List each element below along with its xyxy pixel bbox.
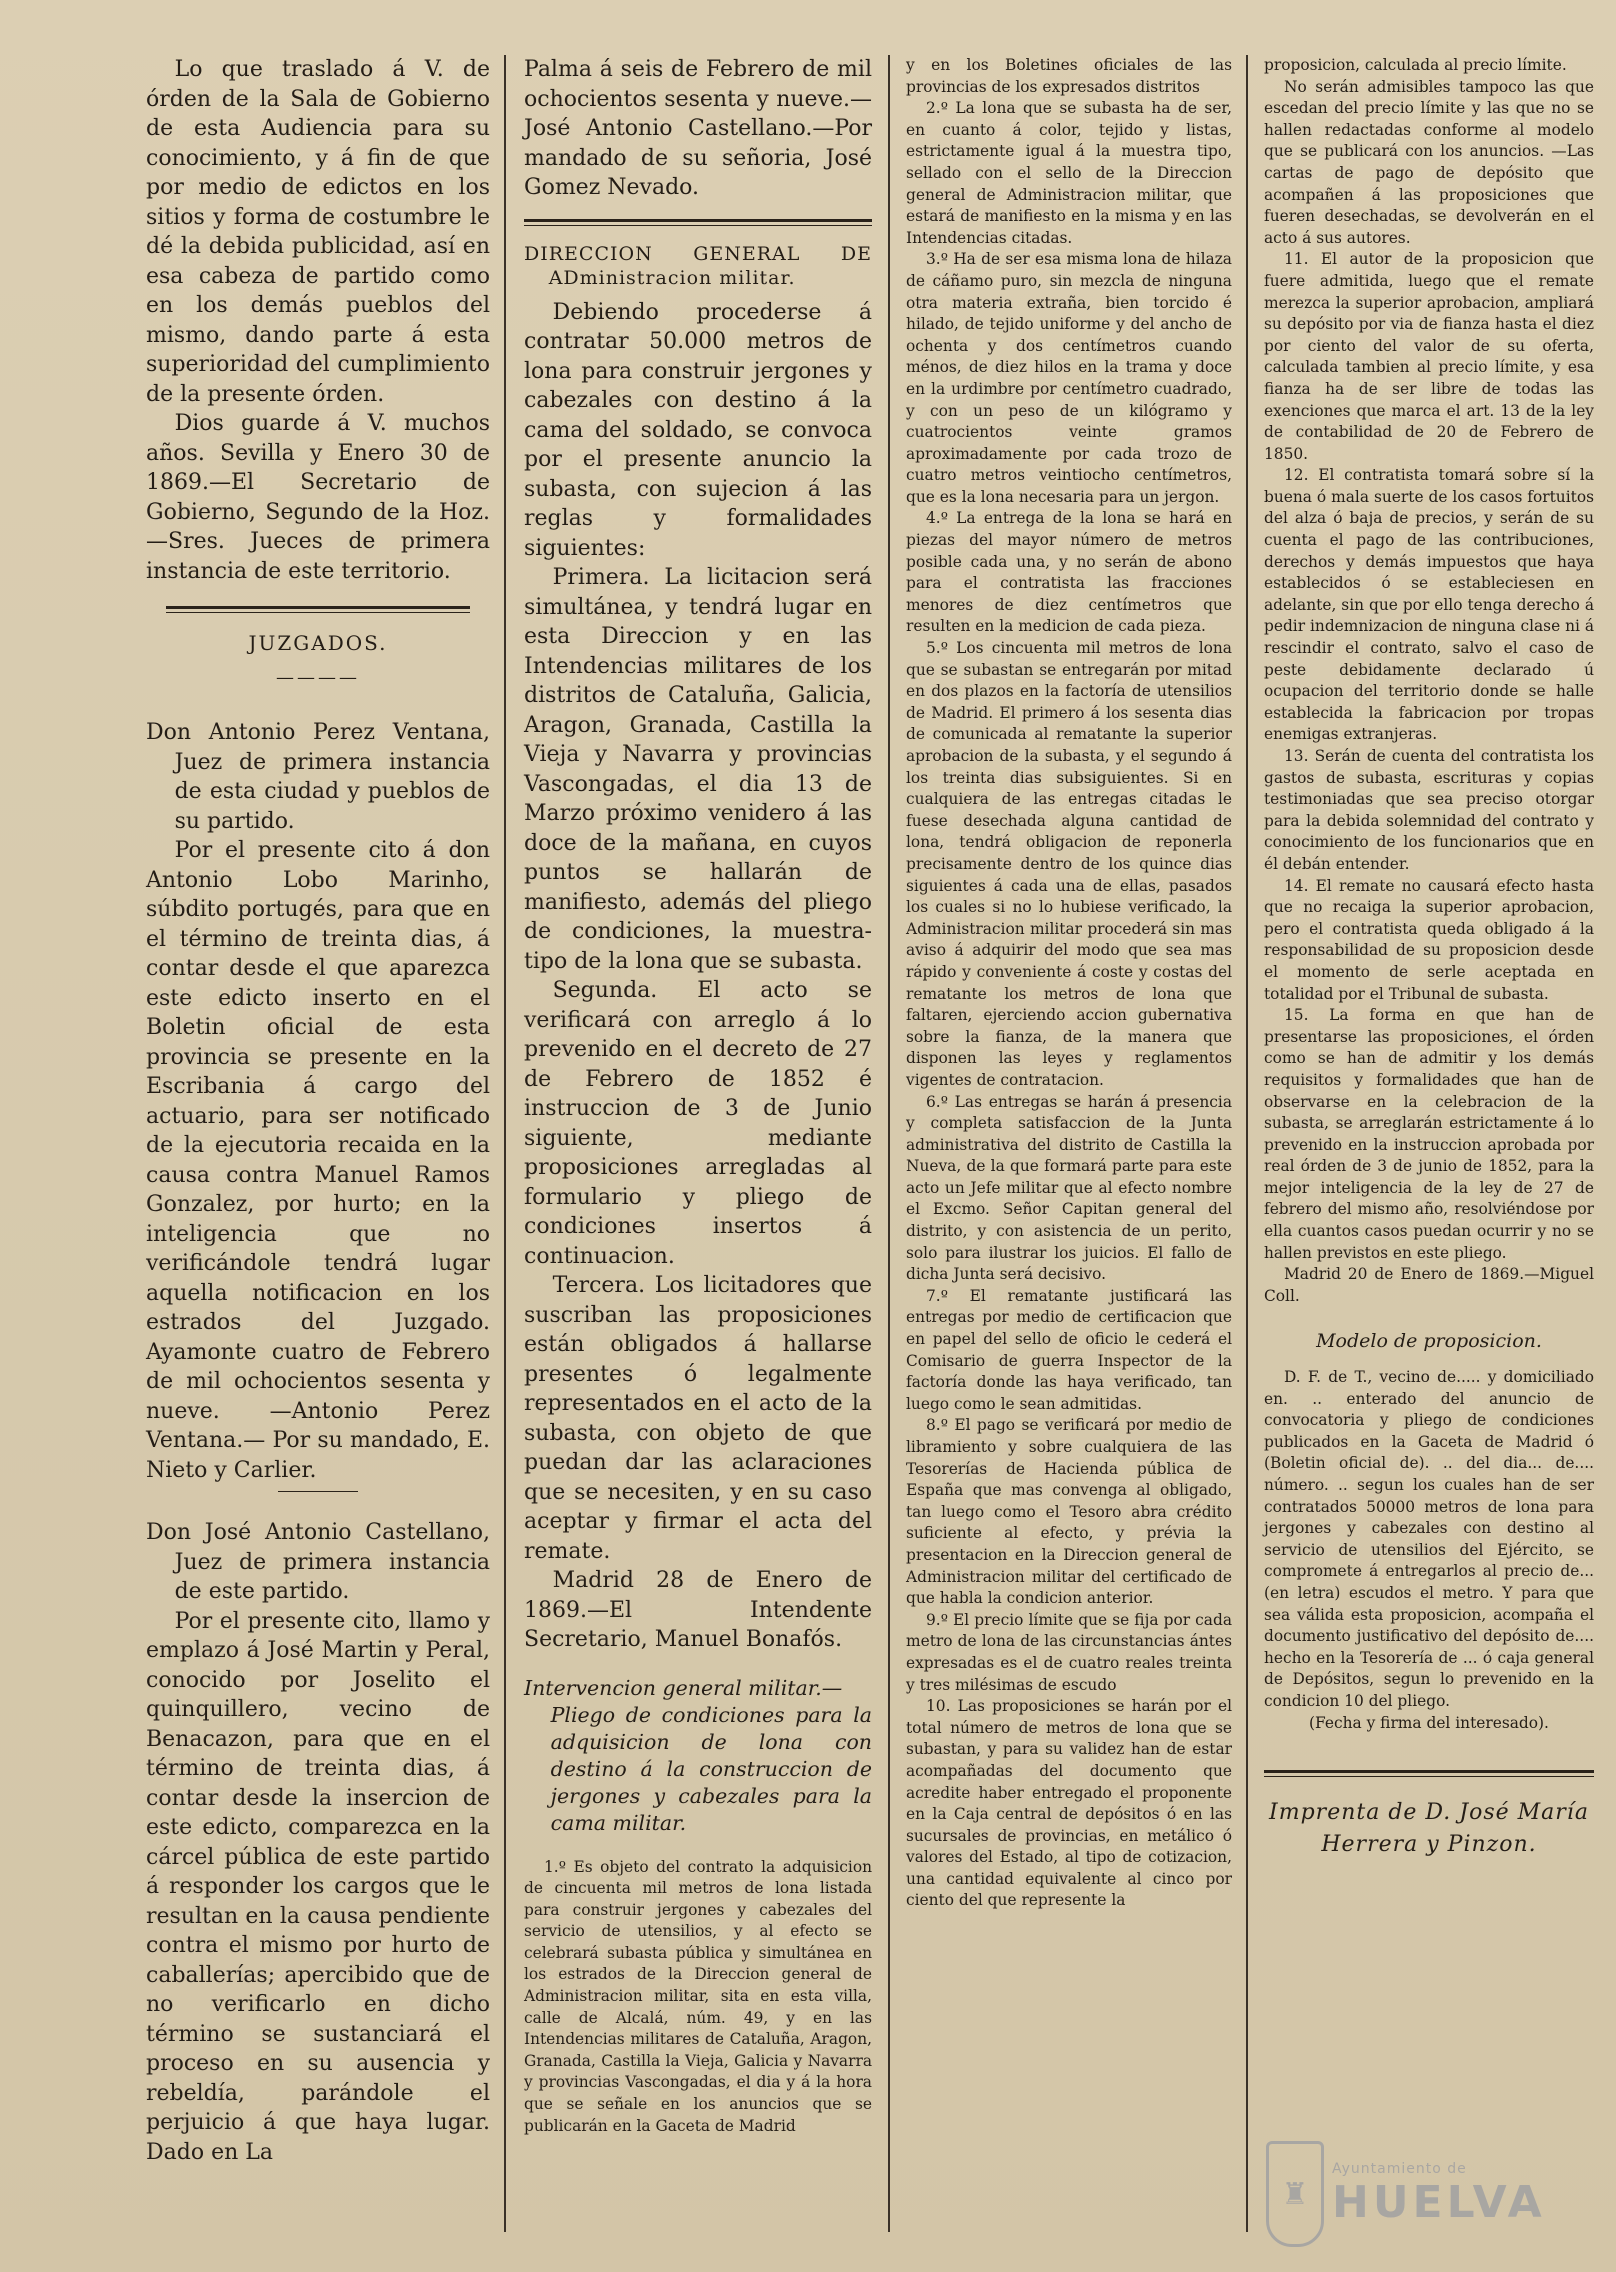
column-1 <box>36 55 506 2232</box>
condition-3: 3.º Ha de ser esa misma lona de hilaza de cáñamo puro, sin mezcla de ninguna otra materia extraña, bien torcido é hilado, de tejido uniforme y del ancho de ochenta y dos centímetros cuando ménos, de diez hilos en la trama y doce en la urdimbre por centímetro cuadrado, y con un peso de un kilógramo y cuatrocientos veinte gramos aproximadamente por cada trozo de cuatro metros veintiocho centímetros, que es la lona necesaria para un jergon. <box>906 250 1232 506</box>
condition-5: 5.º Los cincuenta mil metros de lona que se subastan se entregarán por mitad en dos plazos en la factoría de utensilios de Madrid. El primero á los sesenta dias de comunicada al rematante la superior aprobacion de la subasta, y el segundo á los treinta dias subsiguientes. Si en cualquiera de las entregas citadas le fuese desechada alguna cantidad de lona, tendrá obligacion de reponerla precisamente dentro de los quince dias siguientes á cada una de ellas, pasados los cuales si no lo hubiese verificado, la Administracion militar procederá sin mas aviso á adquirir del modo que sea mas rápido y conveniente á coste y costas del rematante los metros de lona que faltaren, ejerciendo accion gubernativa sobre la fianza, de la manera que disponen las leyes y reglamentos vigentes de contratacion. <box>906 639 1232 1089</box>
printer-imprint <box>1264 1797 1594 1861</box>
condition-15: 15. La forma en que han de presentarse las proposiciones, el órden como se han de admitir y los demás requisitos y formalidades que han de observarse en la celebracion de la subasta, se arreglarán estrictamente á lo prevenido en la instruccion aprobada por real órden de 3 de junio de 1852, para la mejor inteligencia de la ley de 27 de febrero del mismo año, resolviéndose por ella cuantos casos puedan ocurrir y no se hallen previstos en este pliego. <box>1264 1006 1594 1262</box>
condition-2: 2.º La lona que se subasta ha de ser, en cuanto á color, tejido y listas, estrictamente igual á la muestra tipo, sellado con el sello de la Direccion general de Administracion militar, que estará de manifiesto en la misma y en las Intendencias citadas. <box>906 99 1232 247</box>
signature: Madrid 20 de Enero de 1869.—Miguel Coll. <box>1264 1265 1594 1305</box>
paragraph: Lo que traslado á V. de órden de la Sala de Gobierno de esta Audiencia para su conocimiento, y á fin de que por medio de edictos en los sitios y forma de costumbre le dé la debida publicidad, así en esa cabeza de partido como en los demás pueblos del mismo, dando parte á esta superioridad del cumplimiento de la presente órden. <box>146 57 490 407</box>
watermark-big: HUELVA <box>1332 2176 1546 2228</box>
divider-small <box>278 1491 358 1492</box>
paragraph-signature: Madrid 28 de Enero de 1869.—El Intendente Secretario, Manuel Bonafós. <box>524 1568 872 1652</box>
divider <box>166 606 470 613</box>
condition-1: 1.º Es objeto del contrato la adquisicion de cincuenta mil metros de lona listada para construir jergones y cabezales del servicio de utensilios, y al efecto se celebrará subasta pública y simultánea en los estrados de la Direccion general de Administracion militar, sita en esta villa, calle de Alcalá, núm. 49, y en las Intendencias militares de Cataluña, Aragon, Granada, Castilla la Vieja, Galicia y Navarra y provincias Vascongadas, el dia y á la hora que se señale en los anuncios que se publicarán en la Gaceta de Madrid <box>524 1857 872 2135</box>
watermark-text <box>1332 2161 1546 2228</box>
shield-icon: ♜ <box>1266 2141 1324 2247</box>
edict-header: Don José Antonio Castellano, Juez de primera instancia de este partido. <box>146 1520 490 1604</box>
paragraph: No serán admisibles tampoco las que escedan del precio límite y las que no se hallen redactadas conforme al modelo que se publicará con los anuncios. —Las cartas de pago de depósito que acompañen á las proposiciones que fueren desechadas, se devolverán en el acto á sus autores. <box>1264 77 1594 247</box>
condition-8: 8.º El pago se verificará por medio de libramiento y sobre cualquiera de las Tesorerías de Hacienda pública de España que mas convenga al obligado, tan luego como el Tesoro abra crédito suficiente al efecto, y prévia la presentacion en la Direccion general de Administracion militar del certificado de que habla la condicion anterior. <box>906 1416 1232 1608</box>
edict-body: Por el presente cito á don Antonio Lobo Marinho, súbdito portugés, para que en el término de treinta dias, á contar desde el que aparezca este edicto inserto en el Boletin oficial de esta provincia se presente en la Escribania á cargo del actuario, para ser notificado de la ejecutoria recaida en la causa contra Manuel Ramos Gonzalez, por hurto; en la inteligencia que no verificándole tendrá lugar aquella notificacion en los estrados del Juzgado. Ayamonte cuatro de Febrero de mil ochocientos sesenta y nueve. —Antonio Perez Ventana.— Por su mandado, E. Nieto y Carlier. <box>146 838 490 1483</box>
column-2 <box>506 55 890 2232</box>
paragraph-continued: Palma á seis de Febrero de mil ochocientos sesenta y nueve.—José Antonio Castellano.—Por mandado de su señoria, José Gomez Nevado. <box>524 57 872 200</box>
paragraph-continued: y en los Boletines oficiales de las provincias de los expresados distritos <box>906 56 1232 96</box>
paragraph-continued: proposicion, calculada al precio límite. <box>1264 56 1567 74</box>
divider <box>1264 1770 1594 1777</box>
columns <box>36 55 1604 2232</box>
condition-11: 11. El autor de la proposicion que fuere admitida, luego que el remate merezca la superior aprobacion, ampliará su depósito por via de fianza hasta el diez por ciento del valor de su oferta, calculada tambien al precio límite, y esa fianza ha de ser libre de todas las exenciones que marca el art. 13 de la ley de contabilidad de 20 de Febrero de 1850. <box>1264 250 1594 463</box>
italic-subheading: Pliego de condiciones para la adquisicion de lona con destino á la construccion de jergones y cabezales para la cama militar. <box>550 1702 872 1835</box>
column-3 <box>890 55 1248 2232</box>
paragraph: Debiendo procederse á contratar 50.000 metros de lona para construir jergones y cabezales con destino á la cama del soldado, se convoca por el presente anuncio la subasta, con sujecion á las reglas y formalidades siguientes: <box>524 299 872 561</box>
condition-7: 7.º El rematante justificará las entregas por medio de certificacion que en papel del sello de oficio le cederá el Comisario de guerra Inspector de la factoría donde las haya verificado, tan luego como le sean admitidas. <box>906 1286 1232 1413</box>
paragraph: Primera. La licitacion será simultánea, y tendrá lugar en esta Direccion y en las Intendencias militares de los distritos de Cataluña, Galicia, Aragon, Granada, Castilla la Vieja y Navarra y provincias Vascongadas, el dia 13 de Marzo próximo venidero á las doce de la mañana, en cuyos puntos se hallarán de manifiesto, además del pliego de condiciones, la muestra-tipo de la lona que se subasta. <box>524 565 872 974</box>
printer-line-2: Herrera y Pinzon. <box>1321 1832 1537 1858</box>
condition-4: 4.º La entrega de la lona se hará en piezas del mayor número de metros posible cada una, y no serán de abono para el contratista las fracciones menores de diez centímetros que resulten en la medicion de cada pieza. <box>906 509 1232 636</box>
section-title: JUZGADOS. <box>248 631 388 655</box>
italic-heading: Intervencion general militar.— <box>524 1675 843 1700</box>
section-dash: ———— <box>276 666 360 688</box>
column-4 <box>1248 55 1604 2232</box>
paragraph-signature: Dios guarde á V. muchos años. Sevilla y Enero 30 de 1869.—El Secretario de Gobierno, Segundo de la Hoz. —Sres. Jueces de primera instancia de este territorio. <box>146 411 490 584</box>
printer-line-1: Imprenta de D. José María <box>1269 1800 1589 1826</box>
model-title: Modelo de proposicion. <box>1316 1330 1542 1353</box>
model-body: D. F. de T., vecino de..... y domiciliado en. .. enterado del anuncio de convocatoria y pliego de condiciones publicados en la Gaceta de Madrid ó (Boletin oficial de). .. del dia... de.... número. .. segun los cuales han de ser contratados 50000 metros de lona para jergones y cabezales con destino al servicio de utensilios del Ejército, se compromete á entregarlos al precio de... (en letra) escudos el metro. Y para que sea válida esta proposicion, acompaña el documento justificativo del depósito de.... hecho en la Tesorería de ... ó caja general de Depósitos, segun lo prevenido en la condicion 10 del pliego. <box>1264 1368 1594 1710</box>
watermark <box>1266 2134 1566 2254</box>
condition-13: 13. Serán de cuenta del contratista los gastos de subasta, escrituras y copias testimoniadas que sea preciso otorgar para la debida solemnidad del contrato y conocimiento de los funcionarios que en él debán entender. <box>1264 747 1594 873</box>
condition-9: 9.º El precio límite que se fija por cada metro de lona de las circunstancias ántes expresadas es el de cuatro reales treinta y tres milésimas de escudo <box>906 1610 1232 1694</box>
paragraph: Tercera. Los licitadores que suscriban las proposiciones están obligados á hallarse presentes ó legalmente representados en el acto de la subasta, con objeto de que puedan dar las aclaraciones que se necesiten, y en su caso aceptar y firmar el acta del remate. <box>524 1273 872 1564</box>
divider <box>524 219 872 226</box>
condition-6: 6.º Las entregas se harán á presencia y completa satisfaccion de la Junta administrativa del distrito de Castilla la Nueva, de la que formará parte para este acto un Jefe militar que al efecto nombre el Excmo. Señor Capitan general del distrito, y con asistencia de un perito, solo para ilustrar los juicios. El fallo de dicha Junta será decisivo. <box>906 1092 1232 1284</box>
edict-header: Don Antonio Perez Ventana, Juez de primera instancia de esta ciudad y pueblos de su partido. <box>146 720 490 834</box>
watermark-small: Ayuntamiento de <box>1332 2160 1467 2177</box>
condition-12: 12. El contratista tomará sobre sí la buena ó mala suerte de los casos fortuitos del alza ó baja de precios, y serán de su cuenta el pago de las contribuciones, derechos y demás impuestos que haya establecidos ó se estableciesen en adelante, sin que por ello tenga derecho á pedir indemnizacion de ninguna clase ni á rescindir el contrato, salvo el caso de peste debidamente declarado ú ocupacion del territorio donde se halle establecida la fabricacion por tropas enemigas extranjeras. <box>1264 466 1594 744</box>
paragraph: Segunda. El acto se verificará con arreglo á lo prevenido en el decreto de 27 de Febrero de 1852 é instruccion de 3 de Junio siguiente, mediante proposiciones arregladas al formulario y pliego de condiciones insertos á continuacion. <box>524 978 872 1269</box>
section-heading: DIRECCION GENERAL DE ADministracion militar. <box>524 242 872 289</box>
condition-10: 10. Las proposiciones se harán por el total número de metros de lona que se subastan, y para su validez han de estar acompañadas del documento que acredite haber entregado el proponente en la Caja central de depósitos ó en las sucursales de provincias, en metálico ó valores del Estado, al tipo de cotizacion, una cantidad equivalente al cinco por ciento del que represente la <box>906 1697 1232 1910</box>
edict-body: Por el presente cito, llamo y emplazo á José Martin y Peral, conocido por Joselito el quinquillero, vecino de Benacazon, para que en el término de treinta dias, á contar desde la insercion de este edicto, comparezca en la cárcel pública de este partido á responder los cargos que le resultan en la causa pendiente contra el mismo por hurto de caballerías; apercibido que de no verificarlo en dicho término se sustanciará el proceso en su ausencia y rebeldía, parándole el perjuicio á que haya lugar. Dado en La <box>146 1608 490 2165</box>
condition-14: 14. El remate no causará efecto hasta que no recaiga la superior aprobacion, pero el contratista queda obligado á la responsabilidad de su proposicion desde el momento de serle aceptada en totalidad por el Tribunal de subasta. <box>1264 876 1594 1003</box>
model-signature: (Fecha y firma del interesado). <box>1309 1713 1549 1732</box>
italic-heading-block <box>524 1675 872 1837</box>
